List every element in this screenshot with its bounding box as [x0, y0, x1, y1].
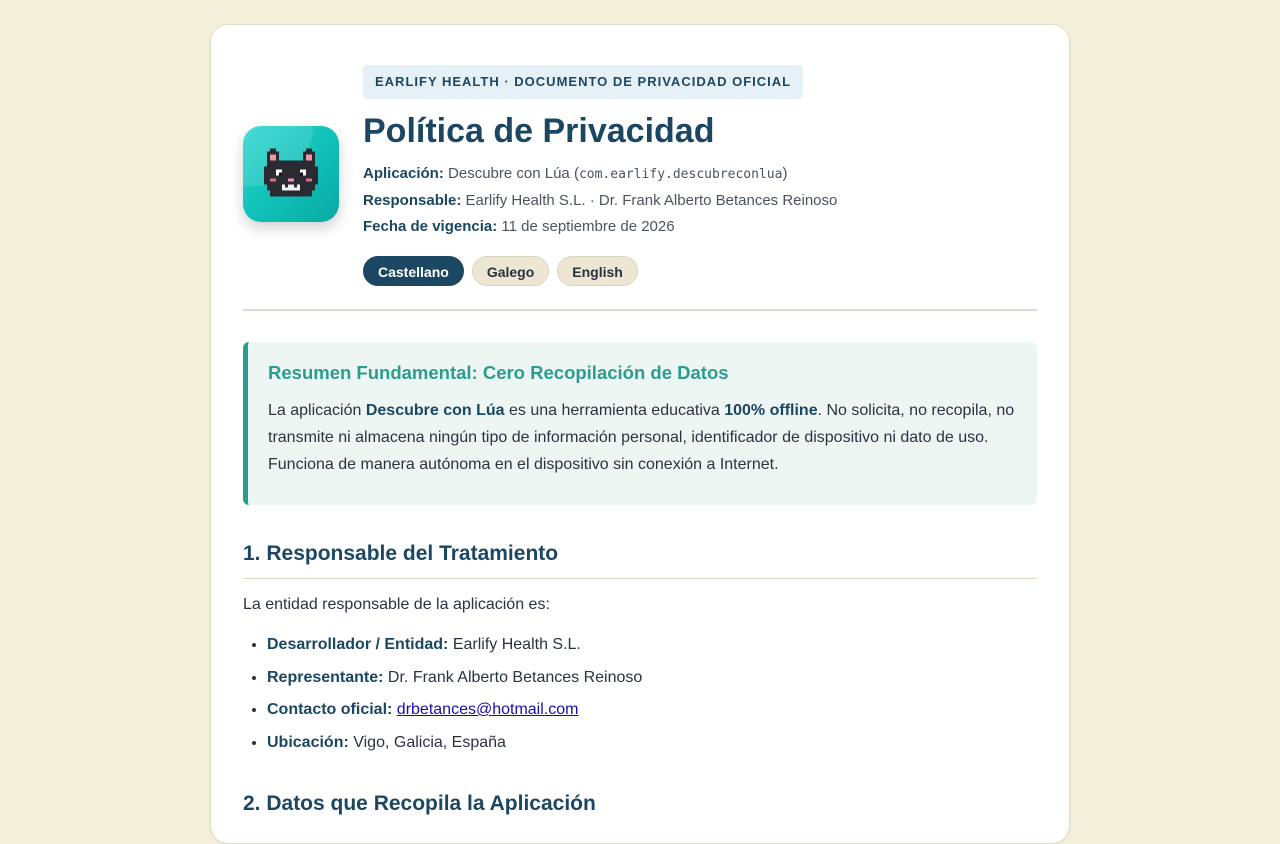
meta-responsable-row [363, 188, 1037, 214]
language-switcher [363, 256, 1037, 286]
meta-responsable-value: Earlify Health S.L. · Dr. Frank Alberto Betances Reinoso [465, 192, 838, 209]
item-value: Dr. Frank Alberto Betances Reinoso [383, 668, 643, 686]
section-intro: La entidad responsable de la aplicación es: [243, 596, 550, 613]
summary-text-part: La aplicación [268, 402, 366, 419]
summary-text-part: es una herramienta educativa [504, 402, 725, 419]
policy-card [210, 24, 1070, 844]
item-label: Contacto oficial: [267, 701, 393, 718]
page-title: Política de Privacidad [363, 112, 715, 150]
summary-offline: 100% offline [724, 402, 818, 419]
summary-app-name: Descubre con Lúa [365, 402, 505, 419]
meta-app-close: ) [782, 165, 788, 182]
header-text [363, 65, 1037, 286]
meta-fecha-value: 11 de septiembre de 2026 [501, 218, 675, 235]
summary-text-part: . No solicita, no recopila, no transmite ni almacena ningún tipo de información personal, identificador de dispositivo ni dato de uso. Funciona de manera autónoma en el dispositivo sin conexión a Internet. [268, 402, 1015, 473]
section-2-title: 2. Datos que Recopila la Aplicación [243, 792, 596, 815]
meta-app-package: com.earlify.descubreconlua [578, 167, 783, 182]
meta-app-name: Descubre con Lúa ( [448, 165, 579, 182]
item-label: Representante: [267, 668, 384, 686]
meta-fecha-label: Fecha de vigencia: [363, 218, 498, 235]
list-item [267, 700, 1037, 720]
item-label: Desarrollador / Entidad: [267, 636, 449, 653]
app-meta [363, 161, 1037, 240]
lang-button-english[interactable]: English [557, 256, 638, 286]
section-responsable [243, 541, 1037, 765]
responsable-list [243, 635, 1037, 753]
meta-app-label: Aplicación: [363, 165, 444, 182]
item-value: Vigo, Galicia, España [348, 733, 506, 751]
meta-responsable-label: Responsable: [363, 192, 462, 209]
item-label: Ubicación: [267, 733, 349, 751]
list-item [267, 635, 1037, 655]
contact-email-link[interactable]: drbetances@hotmail.com [396, 701, 579, 718]
item-value: Earlify Health S.L. [448, 636, 581, 653]
list-item [267, 668, 1037, 688]
header-divider [243, 309, 1037, 311]
document-eyebrow: EARLIFY HEALTH · DOCUMENTO DE PRIVACIDAD OFICIAL [363, 65, 803, 99]
list-item [267, 733, 1037, 753]
meta-fecha-row [363, 214, 1037, 240]
summary-callout [243, 342, 1037, 505]
section-title: 1. Responsable del Tratamiento [243, 541, 1037, 579]
lang-button-castellano[interactable]: Castellano [363, 256, 464, 286]
cat-face-icon [243, 126, 339, 222]
summary-title: Resumen Fundamental: Cero Recopilación de Datos [268, 362, 729, 383]
lang-button-galego[interactable]: Galego [472, 256, 549, 286]
meta-app-row [363, 161, 1037, 188]
summary-text [268, 397, 1017, 478]
